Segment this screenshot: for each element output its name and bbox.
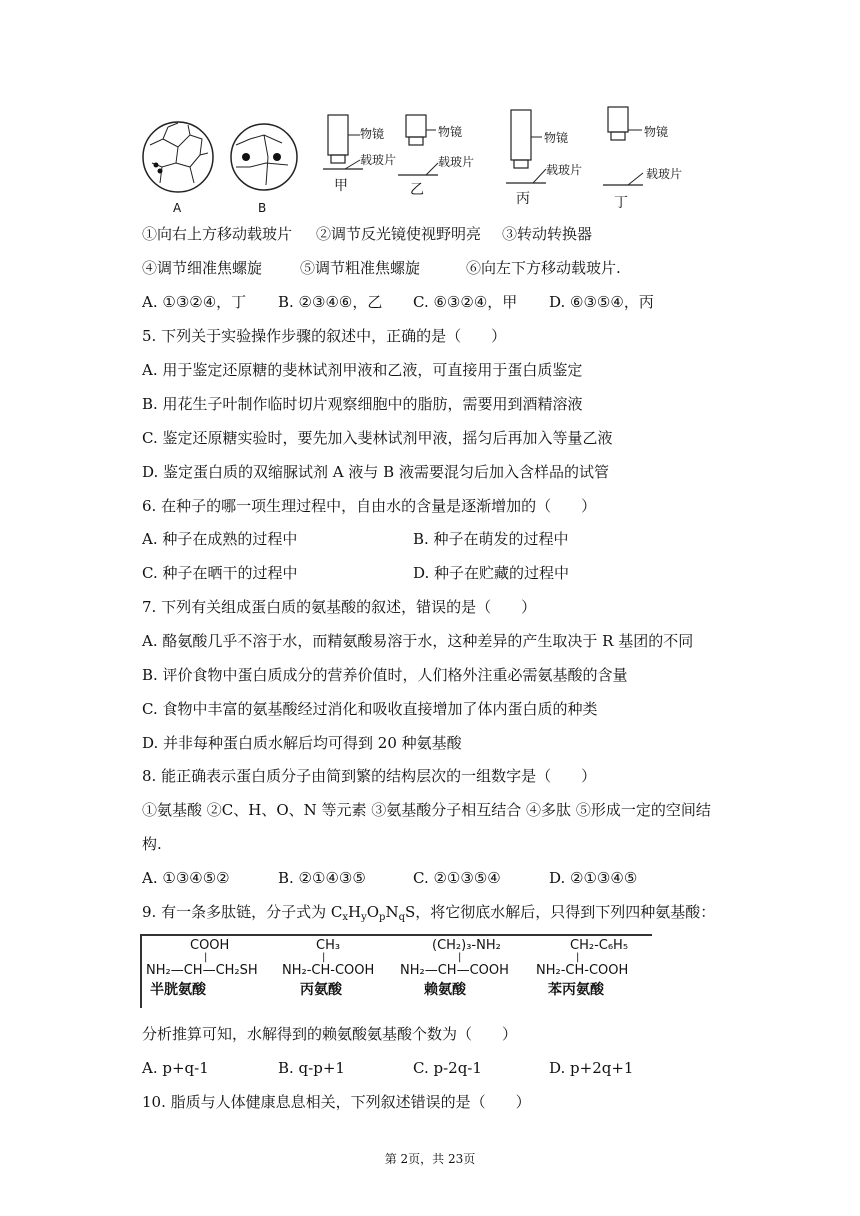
formula-sub-q: q — [398, 912, 405, 923]
q4-option-c: C. ⑥③②④，甲 — [413, 293, 518, 311]
q7-option-c: C. 食物中丰富的氨基酸经过消化和吸收直接增加了体内蛋白质的种类 — [142, 700, 598, 718]
field-view-b — [231, 124, 297, 190]
q9-analysis: 分析推算可知，水解得到的赖氨酸氨基酸个数为（ ） — [142, 1025, 518, 1043]
formula-sub-y: y — [361, 912, 367, 923]
page-footer: 第 2页，共 23页 — [384, 1152, 476, 1166]
q6-option-b: B. 种子在萌发的过程中 — [413, 530, 569, 548]
q4-step-4: ④调节细准焦螺旋 — [142, 259, 263, 277]
objective-label-bing: 物镜 — [544, 131, 569, 145]
formula-sub-p: p — [379, 912, 386, 923]
lysine-bond: | — [458, 952, 462, 963]
q9-stem — [142, 902, 715, 928]
objective-ding — [603, 107, 643, 185]
q4-option-b: B. ②③④⑥，乙 — [278, 293, 383, 311]
phenylalanine-side-group: CH₂-C₆H₅ — [570, 938, 629, 953]
q7-option-a: A. 酪氨酸几乎不溶于水，而精氨酸易溶于水，这种差异的产生取决于 R 基团的不同 — [142, 632, 694, 650]
q5-option-c: C. 鉴定还原糖实验时，要先加入斐林试剂甲液，摇匀后再加入等量乙液 — [142, 429, 613, 447]
q6-option-c: C. 种子在晒干的过程中 — [142, 564, 298, 582]
q8-items-line1: ①氨基酸 ②C、H、O、N 等元素 ③氨基酸分子相互结合 ④多肽 ⑤形成一定的空间结 — [142, 801, 711, 819]
slide-label-bing: 载玻片 — [546, 163, 583, 177]
q4-step-3: ③转动转换器 — [502, 225, 593, 243]
q6-option-a: A. 种子在成熟的过程中 — [142, 530, 298, 548]
amino-acid-structures — [140, 934, 652, 1008]
scope-label-ding: 丁 — [614, 195, 628, 211]
alanine-name: 丙氨酸 — [300, 982, 342, 998]
q9-option-b: B. q-p+1 — [278, 1059, 345, 1077]
objective-yi — [398, 115, 438, 175]
q9-option-c: C. p-2q-1 — [413, 1059, 482, 1077]
q9-option-a: A. p+q-1 — [142, 1059, 209, 1077]
scope-label-yi: 乙 — [410, 182, 424, 198]
objective-jia — [323, 115, 363, 169]
slide-label-yi: 载玻片 — [438, 155, 475, 169]
formula-o: O — [366, 903, 380, 921]
q4-step-5: ⑤调节粗准焦螺旋 — [300, 259, 421, 277]
slide-label-ding: 载玻片 — [646, 167, 683, 181]
q7-option-b: B. 评价食物中蛋白质成分的营养价值时，人们格外注重必需氨基酸的含量 — [142, 666, 628, 684]
amino-acid-lysine — [400, 938, 530, 1000]
q8-option-c: C. ②①③⑤④ — [413, 869, 501, 887]
lysine-side-group: (CH₂)₃-NH₂ — [432, 938, 501, 953]
alanine-side-group: CH₃ — [316, 938, 341, 953]
phenylalanine-bond: | — [576, 952, 580, 963]
cysteine-side-group: COOH — [190, 938, 230, 953]
q8-option-b: B. ②①④③⑤ — [278, 869, 366, 887]
q8-option-a: A. ①③④⑤② — [142, 869, 230, 887]
q4-option-d: D. ⑥③⑤④，丙 — [549, 293, 654, 311]
q9-option-d: D. p+2q+1 — [549, 1059, 634, 1077]
q4-option-a: A. ①③②④，丁 — [142, 293, 247, 311]
q5-stem: 5. 下列关于实验操作步骤的叙述中，正确的是（ ） — [142, 327, 507, 345]
field-view-a — [143, 122, 213, 192]
q9-stem-prefix: 9. 有一条多肽链，分子式为 C — [142, 903, 343, 921]
q4-step-6: ⑥向左下方移动载玻片. — [466, 259, 621, 277]
q4-step-2: ②调节反光镜使视野明亮 — [316, 225, 482, 243]
phenylalanine-formula: NH₂-CH-COOH — [536, 963, 629, 978]
q8-items-line2: 构. — [142, 835, 162, 853]
formula-h: H — [347, 903, 362, 921]
objective-label-jia: 物镜 — [360, 127, 385, 141]
amino-acid-phenylalanine — [536, 938, 650, 1000]
q6-stem: 6. 在种子的哪一项生理过程中，自由水的含量是逐渐增加的（ ） — [142, 497, 597, 515]
cysteine-bond: | — [204, 952, 208, 963]
objective-label-ding: 物镜 — [644, 125, 669, 139]
q7-stem: 7. 下列有关组成蛋白质的氨基酸的叙述，错误的是（ ） — [142, 598, 537, 616]
q6-option-d: D. 种子在贮藏的过程中 — [413, 564, 570, 582]
lysine-formula: NH₂—CH—COOH — [400, 963, 509, 978]
q4-step-1: ①向右上方移动载玻片 — [142, 225, 293, 243]
slide-label-jia: 载玻片 — [360, 153, 397, 167]
amino-acid-alanine — [282, 938, 402, 1000]
scope-label-bing: 丙 — [516, 191, 530, 207]
scope-label-jia: 甲 — [334, 178, 348, 194]
objective-bing — [506, 110, 546, 183]
objective-label-yi: 物镜 — [438, 125, 463, 139]
alanine-bond: | — [322, 952, 326, 963]
q7-option-d: D. 并非每种蛋白质水解后均可得到 20 种氨基酸 — [142, 734, 462, 752]
cysteine-formula: NH₂—CH—CH₂SH — [146, 963, 258, 978]
q8-option-d: D. ②①③④⑤ — [549, 869, 638, 887]
circle-label-a: A — [173, 201, 182, 215]
circle-label-b: B — [258, 201, 267, 215]
amino-acid-cysteine — [146, 938, 276, 1000]
q10-stem: 10. 脂质与人体健康息息相关，下列叙述错误的是（ ） — [142, 1093, 531, 1111]
formula-n: N — [385, 903, 399, 921]
phenylalanine-name: 苯丙氨酸 — [548, 982, 604, 998]
q9-stem-suffix: S，将它彻底水解后，只得到下列四种氨基酸： — [404, 903, 716, 921]
lysine-name: 赖氨酸 — [424, 982, 466, 998]
q5-option-a: A. 用于鉴定还原糖的斐林试剂甲液和乙液，可直接用于蛋白质鉴定 — [142, 361, 583, 379]
alanine-formula: NH₂-CH-COOH — [282, 963, 375, 978]
q8-stem: 8. 能正确表示蛋白质分子由简到繁的结构层次的一组数字是（ ） — [142, 767, 597, 785]
microscope-figure — [138, 105, 698, 220]
q5-option-d: D. 鉴定蛋白质的双缩脲试剂 A 液与 B 液需要混匀后加入含样品的试管 — [142, 463, 609, 481]
cysteine-name: 半胱氨酸 — [150, 982, 206, 998]
formula-sub-x: x — [342, 912, 348, 923]
q5-option-b: B. 用花生子叶制作临时切片观察细胞中的脂肪，需要用到酒精溶液 — [142, 395, 583, 413]
